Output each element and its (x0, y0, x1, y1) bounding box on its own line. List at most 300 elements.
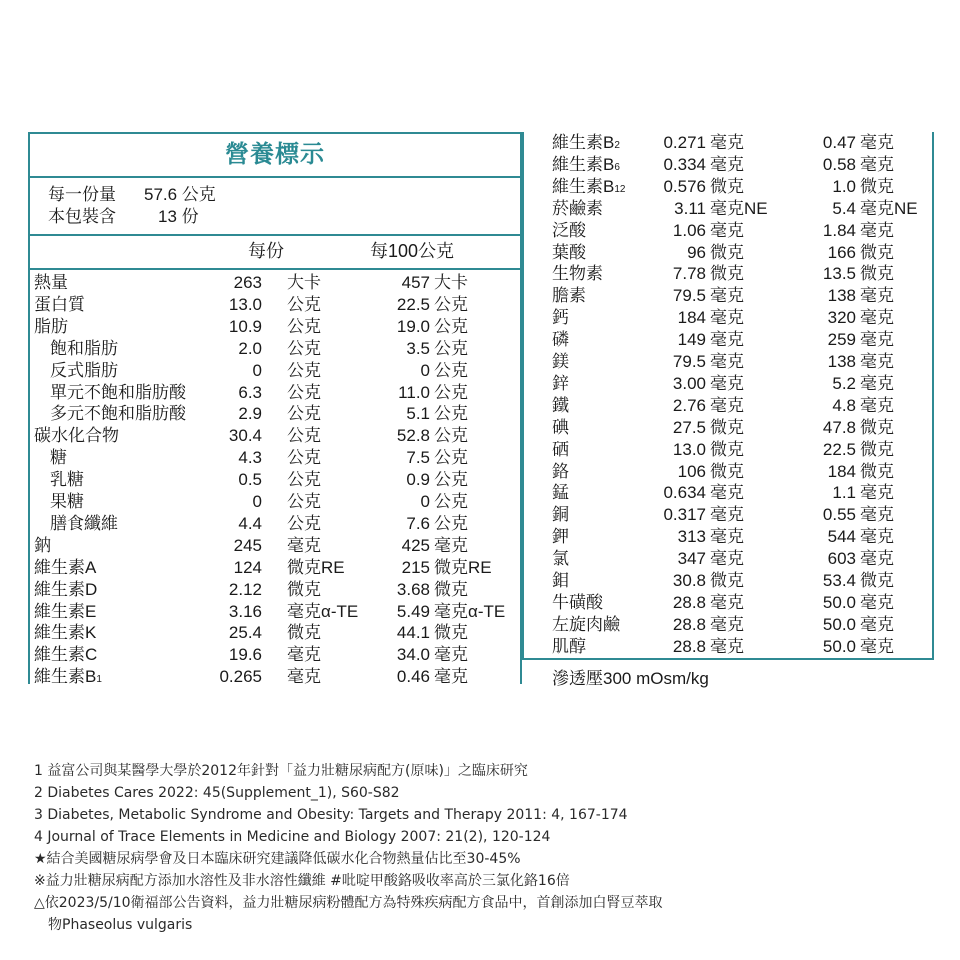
nutrition-table-left (28, 132, 522, 687)
nutrient-name-text: 多元不飽和脂肪酸 (50, 404, 186, 424)
unit-per-serving: 公克 (287, 513, 321, 533)
unit-per-100g: 微克RE (434, 557, 492, 577)
value-per-serving: 96 (687, 242, 706, 262)
nutrient-row (30, 425, 520, 447)
nutrient-row (524, 242, 932, 264)
value-per-serving: 2.12 (228, 579, 262, 599)
value-per-100g: 0.55 (822, 505, 856, 525)
unit-per-100g: 微克 (860, 264, 894, 284)
nutrient-row (524, 351, 932, 373)
unit-per-serving: 毫克 (710, 154, 744, 174)
value-per-100g: 50.0 (822, 636, 856, 656)
unit-per-serving: 毫克 (710, 549, 744, 569)
nutrient-name-text: 果糖 (50, 492, 84, 511)
unit-per-100g: 微克 (860, 439, 894, 459)
nutrient-name-text: 鉬 (552, 571, 569, 590)
nutrient-name-text: 維生素D (34, 579, 98, 599)
nutrient-row (524, 329, 932, 351)
nutrient-row (524, 592, 932, 614)
unit-per-serving: 毫克 (710, 505, 744, 525)
unit-per-100g: 毫克 (860, 614, 894, 634)
nutrient-name (50, 513, 118, 535)
unit-per-serving: 毫克 (710, 220, 744, 240)
value-per-100g: 0.58 (822, 154, 856, 174)
nutrient-name-text: 維生素K (34, 623, 97, 643)
value-per-100g: 47.8 (822, 417, 856, 437)
unit-per-serving: 公克 (287, 360, 321, 380)
nutrient-name-text: 鎂 (552, 352, 569, 371)
unit-per-serving: 毫克 (710, 527, 744, 547)
unit-per-100g: 公克 (434, 294, 468, 314)
unit-per-serving: 微克 (287, 579, 321, 599)
unit-per-serving: 微克 (710, 176, 744, 196)
nutrient-row (524, 526, 932, 548)
value-per-100g: 166 (827, 242, 856, 262)
unit-per-serving: 毫克 (710, 395, 744, 415)
unit-per-100g: 大卡 (434, 273, 468, 292)
nutrient-name (34, 557, 96, 579)
nutrient-row (524, 614, 932, 636)
unit-per-serving: 公克 (287, 294, 321, 314)
nutrient-name-text: 硒 (552, 439, 569, 459)
value-per-100g: 138 (827, 352, 856, 371)
unit-per-100g: 毫克 (860, 220, 894, 240)
value-per-serving: 0 (252, 492, 262, 511)
nutrient-name-text: 飽和脂肪 (50, 338, 118, 358)
value-per-100g: 19.0 (396, 316, 430, 336)
nutrient-name (50, 360, 118, 382)
nutrition-table-right (522, 132, 934, 660)
value-per-100g: 544 (827, 527, 856, 547)
unit-per-100g: 公克 (434, 338, 468, 358)
unit-per-serving: 毫克α-TE (287, 601, 359, 621)
nutrient-name-text: 反式脂肪 (50, 360, 118, 380)
nutrient-name-text: 鈉 (34, 535, 51, 555)
unit-per-serving: 毫克 (710, 286, 744, 306)
value-per-100g: 0 (420, 360, 430, 380)
serving-size-value: 57.6 公克 (144, 185, 216, 204)
unit-per-100g: 毫克 (860, 133, 894, 152)
nutrient-subscript: 2 (614, 140, 620, 151)
nutrient-row (524, 482, 932, 504)
nutrient-row (524, 461, 932, 483)
nutrient-name-text: 磷 (552, 330, 569, 350)
nutrient-subscript: 1 (96, 674, 102, 686)
unit-per-serving: 公克 (287, 448, 321, 468)
nutrient-name-text: 菸鹼素 (552, 198, 603, 218)
value-per-serving: 1.06 (672, 220, 706, 240)
nutrient-name-text: 乳糖 (50, 470, 84, 490)
nutrient-name-text: 鐵 (552, 395, 569, 415)
unit-per-serving: 毫克 (710, 352, 744, 371)
nutrient-row (524, 176, 932, 198)
nutrient-name (50, 382, 186, 404)
value-per-serving: 149 (677, 330, 706, 350)
nutrient-name-text: 維生素C (34, 645, 98, 665)
value-per-serving: 79.5 (672, 286, 706, 306)
reference-line: △依2023/5/10衛福部公告資料，益力壯糖尿病粉體配方為特殊疾病配方食品中，首創添加白腎豆萃取 (34, 895, 663, 911)
unit-per-100g: 毫克 (860, 483, 894, 503)
unit-per-serving: 毫克 (710, 133, 744, 152)
value-per-serving: 30.8 (672, 571, 706, 590)
value-per-serving: 25.4 (228, 623, 262, 643)
value-per-serving: 30.4 (228, 426, 262, 446)
nutrient-name-text: 鉀 (552, 527, 569, 547)
value-per-serving: 0.5 (238, 470, 262, 490)
nutrient-name (552, 329, 569, 351)
nutrient-name (50, 403, 186, 425)
value-per-100g: 215 (401, 557, 430, 577)
value-per-100g: 7.5 (406, 448, 430, 468)
unit-per-serving: 微克 (287, 623, 321, 643)
nutrient-row (30, 360, 520, 382)
value-per-100g: 603 (827, 549, 856, 569)
value-per-serving: 3.11 (674, 198, 706, 218)
unit-per-serving: 毫克 (710, 636, 744, 656)
nutrient-name (552, 373, 569, 395)
serving-size-label: 每一份量 (48, 185, 116, 204)
nutrient-name (34, 294, 85, 316)
nutrient-name (552, 592, 603, 614)
nutrient-rows-right (524, 132, 932, 658)
value-per-100g: 52.8 (396, 426, 430, 446)
unit-per-100g: 公克 (434, 513, 468, 533)
nutrient-row (30, 403, 520, 425)
unit-per-100g: 毫克 (434, 645, 468, 665)
nutrient-name-text: 維生素E (34, 601, 97, 621)
value-per-serving: 313 (677, 527, 706, 547)
nutrient-row (30, 601, 520, 623)
nutrient-name-text: 肌醇 (552, 636, 586, 656)
value-per-serving: 6.3 (238, 382, 262, 402)
value-per-serving: 106 (677, 461, 706, 481)
nutrient-name-text: 維生素B (552, 176, 615, 196)
nutrient-name (552, 614, 620, 636)
unit-per-serving: 公克 (287, 404, 321, 424)
value-per-serving: 3.16 (228, 601, 262, 621)
nutrient-name (552, 461, 569, 483)
unit-per-100g: 微克 (434, 579, 468, 599)
unit-per-serving: 微克 (710, 242, 744, 262)
unit-per-100g: 毫克 (860, 154, 894, 174)
value-per-serving: 79.5 (672, 352, 706, 371)
nutrient-row (30, 338, 520, 360)
unit-per-100g: 公克 (434, 470, 468, 490)
reference-line: ★結合美國糖尿病學會及日本臨床研究建議降低碳水化合物熱量佔比至30-45% (34, 851, 521, 867)
unit-per-100g: 毫克 (434, 667, 468, 687)
unit-per-100g: 微克 (860, 176, 894, 196)
value-per-100g: 34.0 (396, 645, 430, 665)
nutrient-name (552, 198, 603, 220)
value-per-100g: 259 (827, 330, 856, 350)
nutrient-name-text: 鈣 (552, 308, 569, 328)
value-per-serving: 28.8 (672, 592, 706, 612)
value-per-100g: 5.4 (832, 198, 856, 218)
unit-per-serving: 公克 (287, 492, 321, 511)
reference-line: 3 Diabetes, Metabolic Syndrome and Obesity: Targets and Therapy 2011: 4, 167-174 (34, 807, 628, 823)
nutrient-name-text: 膳食纖維 (50, 513, 118, 533)
unit-per-serving: 微克RE (287, 557, 345, 577)
nutrient-row (524, 285, 932, 307)
value-per-serving: 3.00 (672, 373, 706, 393)
nutrient-row (30, 666, 520, 688)
reference-line: ※益力壯糖尿病配方添加水溶性及非水溶性纖維 #吡啶甲酸鉻吸收率高於三氯化鉻16倍 (34, 873, 570, 889)
value-per-serving: 10.9 (228, 316, 262, 336)
nutrient-name-text: 銅 (552, 505, 569, 525)
nutrient-name-text: 維生素B (552, 133, 615, 152)
value-per-serving: 263 (233, 273, 262, 292)
nutrient-name (552, 395, 569, 417)
unit-per-100g: 毫克 (860, 549, 894, 569)
unit-per-serving: 微克 (710, 417, 744, 437)
nutrient-name (552, 242, 586, 264)
nutrient-name-text: 熱量 (34, 273, 68, 292)
nutrient-name (34, 601, 96, 623)
value-per-100g: 0.46 (396, 667, 430, 687)
value-per-serving: 245 (233, 535, 262, 555)
unit-per-100g: 毫克α-TE (434, 601, 506, 621)
unit-per-100g: 毫克 (860, 505, 894, 525)
value-per-100g: 3.5 (406, 338, 430, 358)
unit-per-serving: 毫克 (710, 614, 744, 634)
nutrient-row (524, 373, 932, 395)
unit-per-100g: 公克 (434, 382, 468, 402)
value-per-serving: 13.0 (228, 294, 262, 314)
nutrient-subscript: 6 (614, 161, 620, 173)
value-per-serving: 13.0 (672, 439, 706, 459)
unit-per-serving: 微克 (710, 461, 744, 481)
value-per-serving: 4.3 (238, 448, 262, 468)
nutrient-row (524, 220, 932, 242)
value-per-serving: 2.9 (238, 404, 262, 424)
nutrient-name-text: 維生素B (34, 667, 97, 687)
nutrient-row (524, 132, 932, 154)
nutrient-name-text: 單元不飽和脂肪酸 (50, 382, 186, 402)
unit-per-100g: 毫克 (860, 330, 894, 350)
value-per-serving: 0.334 (663, 154, 706, 174)
header-per-100g: 每100公克 (370, 241, 455, 261)
unit-per-100g: 毫克 (860, 286, 894, 306)
nutrient-row (524, 198, 932, 220)
value-per-serving: 184 (677, 308, 706, 328)
nutrient-name (552, 526, 569, 548)
unit-per-serving: 公克 (287, 338, 321, 358)
nutrient-name (552, 417, 569, 439)
nutrient-row (30, 382, 520, 404)
nutrient-name-text: 牛磺酸 (552, 592, 603, 612)
nutrient-name (34, 272, 68, 294)
nutrient-name (34, 622, 96, 644)
nutrient-name (552, 570, 569, 592)
value-per-serving: 19.6 (228, 645, 262, 665)
reference-line: 4 Journal of Trace Elements in Medicine and Biology 2007: 21(2), 120-124 (34, 829, 551, 845)
unit-per-serving: 公克 (287, 426, 321, 446)
unit-per-serving: 公克 (287, 382, 321, 402)
unit-per-100g: 毫克 (860, 308, 894, 328)
unit-per-100g: 毫克 (860, 592, 894, 612)
value-per-100g: 5.2 (832, 373, 856, 393)
unit-per-serving: 大卡 (287, 273, 321, 292)
nutrient-row (30, 557, 520, 579)
value-per-100g: 7.6 (406, 513, 430, 533)
unit-per-100g: 毫克NE (860, 198, 918, 218)
nutrient-name (34, 644, 97, 666)
unit-per-100g: 毫克 (860, 352, 894, 371)
nutrient-name (50, 338, 118, 360)
unit-per-serving: 毫克 (710, 592, 744, 612)
nutrient-name (50, 447, 67, 469)
nutrient-name (552, 285, 586, 307)
nutrient-row (30, 513, 520, 535)
nutrient-row (30, 447, 520, 469)
unit-per-100g: 微克 (860, 461, 894, 481)
nutrient-name-text: 蛋白質 (34, 294, 85, 314)
unit-per-100g: 微克 (860, 242, 894, 262)
nutrient-name (34, 666, 102, 691)
unit-per-serving: 毫克NE (710, 198, 768, 218)
value-per-100g: 0.47 (822, 133, 856, 152)
value-per-100g: 1.1 (832, 483, 856, 503)
value-per-100g: 0 (420, 492, 430, 511)
nutrient-name (34, 425, 119, 447)
nutrient-name-text: 鋅 (552, 373, 569, 393)
value-per-100g: 13.5 (822, 264, 856, 284)
value-per-100g: 4.8 (832, 395, 856, 415)
unit-per-100g: 公克 (434, 426, 468, 446)
reference-line: 2 Diabetes Cares 2022: 45(Supplement_1), S60-S82 (34, 785, 400, 801)
unit-per-serving: 毫克 (287, 667, 321, 687)
nutrient-name (552, 439, 569, 461)
nutrient-name (34, 579, 97, 601)
unit-per-100g: 毫克 (434, 535, 468, 555)
nutrient-name-text: 脂肪 (34, 316, 68, 336)
value-per-100g: 3.68 (396, 579, 430, 599)
value-per-100g: 5.49 (396, 601, 430, 621)
header-per-serving: 每份 (248, 241, 284, 261)
unit-per-100g: 公克 (434, 448, 468, 468)
nutrient-name-text: 糖 (50, 448, 67, 468)
nutrient-row (524, 439, 932, 461)
nutrient-row (30, 316, 520, 338)
nutrient-row (30, 469, 520, 491)
value-per-100g: 184 (827, 461, 856, 481)
unit-per-100g: 微克 (860, 417, 894, 437)
unit-per-serving: 毫克 (710, 373, 744, 393)
nutrient-name-text: 鉻 (552, 461, 569, 481)
reference-line: 1 益富公司與某醫學大學於2012年針對「益力壯糖尿病配方(原味)」之臨床研究 (34, 763, 528, 779)
value-per-serving: 28.8 (672, 636, 706, 656)
reference-line: 物Phaseolus vulgaris (34, 917, 193, 933)
value-per-serving: 124 (233, 557, 262, 577)
nutrient-row (524, 636, 932, 658)
nutrient-name-text: 錳 (552, 483, 569, 503)
value-per-100g: 0.9 (406, 470, 430, 490)
value-per-serving: 0.634 (663, 483, 706, 503)
value-per-100g: 457 (401, 273, 430, 292)
nutrition-title: 營養標示 (30, 134, 520, 178)
nutrient-name-text: 碳水化合物 (34, 426, 119, 446)
unit-per-100g: 毫克 (860, 636, 894, 656)
nutrient-row (30, 622, 520, 644)
nutrient-name (552, 636, 586, 658)
value-per-100g: 1.0 (832, 176, 856, 196)
unit-per-100g: 微克 (434, 623, 468, 643)
nutrient-name-text: 膽素 (552, 286, 586, 306)
value-per-serving: 0 (252, 360, 262, 380)
nutrient-row (30, 644, 520, 666)
unit-per-serving: 微克 (710, 439, 744, 459)
value-per-100g: 50.0 (822, 614, 856, 634)
value-per-serving: 7.78 (672, 264, 706, 284)
nutrient-row (524, 263, 932, 285)
value-per-100g: 22.5 (822, 439, 856, 459)
serving-count-label: 本包裝含 (48, 207, 116, 226)
unit-per-100g: 公克 (434, 404, 468, 424)
nutrient-row (524, 548, 932, 570)
nutrient-name (50, 469, 84, 491)
nutrient-row (30, 491, 520, 513)
nutrient-row (524, 570, 932, 592)
nutrient-name (552, 263, 603, 285)
nutrient-name-text: 泛酸 (552, 220, 586, 240)
nutrient-name (34, 316, 68, 338)
nutrient-rows-left (30, 134, 520, 687)
value-per-serving: 4.4 (238, 513, 262, 533)
nutrient-row (524, 154, 932, 176)
unit-per-serving: 微克 (710, 264, 744, 284)
osmolality: 滲透壓300 mOsm/kg (552, 669, 709, 688)
value-per-100g: 320 (827, 308, 856, 328)
nutrient-row (524, 504, 932, 526)
value-per-serving: 2.76 (672, 395, 706, 415)
value-per-100g: 44.1 (396, 623, 430, 643)
nutrient-name-text: 葉酸 (552, 242, 586, 262)
unit-per-100g: 毫克 (860, 395, 894, 415)
nutrient-row (524, 417, 932, 439)
unit-per-serving: 毫克 (710, 483, 744, 503)
unit-per-100g: 毫克 (860, 527, 894, 547)
nutrient-name (34, 535, 51, 557)
unit-per-100g: 毫克 (860, 373, 894, 393)
unit-per-serving: 微克 (710, 571, 744, 590)
nutrient-row (30, 535, 520, 557)
nutrient-name (552, 351, 569, 373)
nutrient-name (552, 548, 569, 570)
unit-per-serving: 公克 (287, 316, 321, 336)
nutrient-row (524, 307, 932, 329)
value-per-serving: 2.0 (238, 338, 262, 358)
unit-per-100g: 公克 (434, 360, 468, 380)
references (34, 760, 663, 936)
nutrient-subscript: 12 (614, 183, 626, 195)
nutrient-row (30, 579, 520, 601)
unit-per-100g: 公克 (434, 316, 468, 336)
nutrient-name (552, 307, 569, 329)
value-per-serving: 28.8 (672, 614, 706, 634)
nutrient-name-text: 生物素 (552, 264, 603, 284)
value-per-100g: 11.0 (398, 382, 430, 402)
nutrient-name-text: 左旋肉鹼 (552, 614, 620, 634)
value-per-100g: 53.4 (822, 571, 856, 590)
value-per-100g: 1.84 (822, 220, 856, 240)
nutrient-name-text: 氯 (552, 549, 569, 569)
value-per-serving: 0.317 (663, 505, 706, 525)
unit-per-100g: 微克 (860, 571, 894, 590)
value-per-serving: 0.576 (663, 176, 706, 196)
serving-count-value: 13 份 (158, 207, 199, 226)
unit-per-100g: 公克 (434, 492, 468, 511)
unit-per-serving: 毫克 (287, 535, 321, 555)
